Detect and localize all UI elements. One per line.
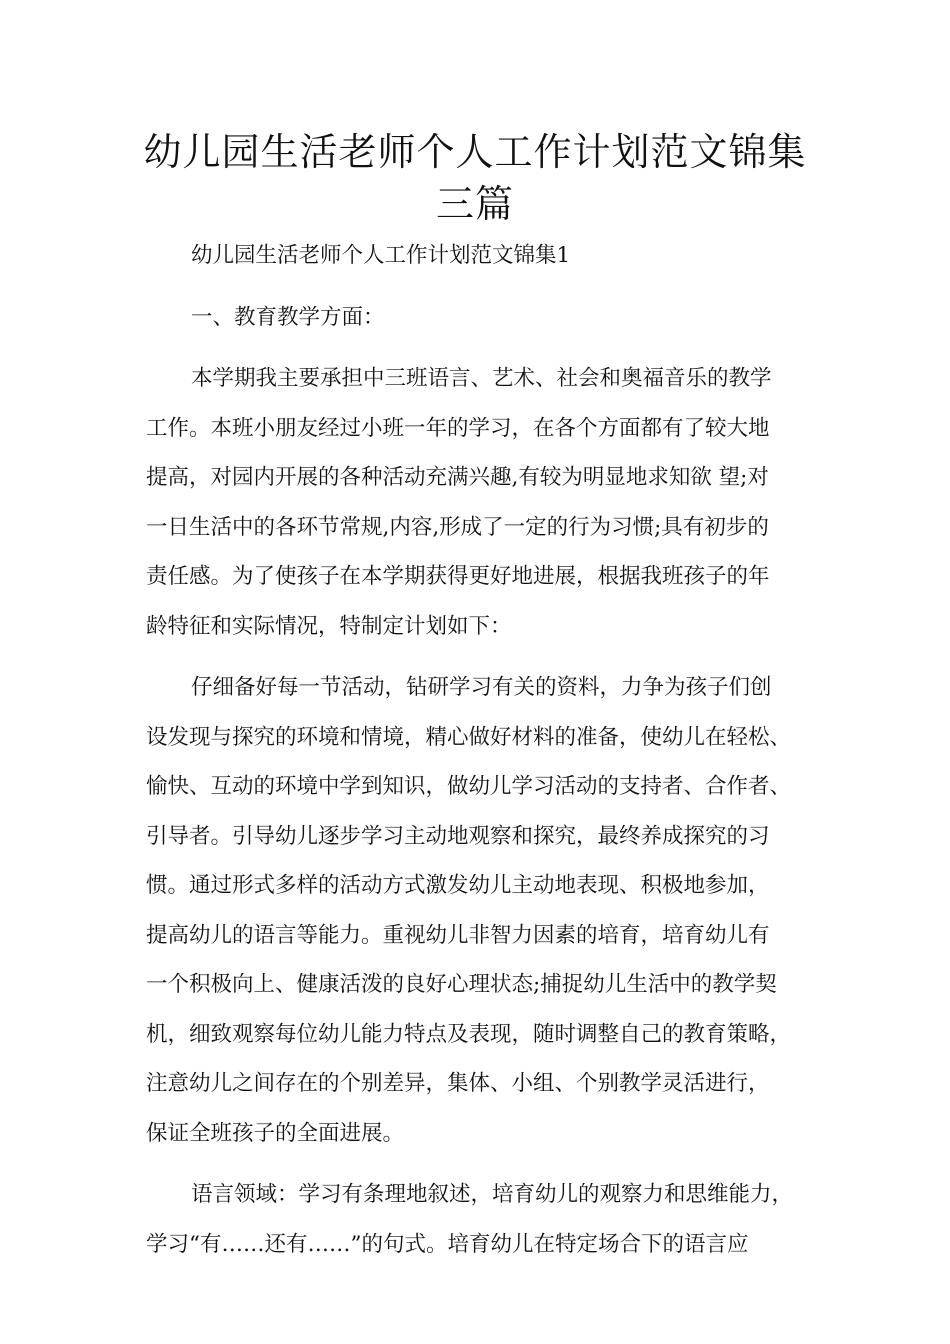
paragraph-line: 引导者。引导幼儿逐步学习主动地观察和探究，最终养成探究的习: [146, 823, 770, 849]
paragraph-line: 一个积极向上、健康活泼的良好心理状态;捕捉幼儿生活中的教学契: [146, 972, 777, 997]
paragraph-line: 保证全班孩子的全面进展。: [146, 1120, 405, 1146]
paragraph-2: [146, 663, 836, 1158]
section-heading: [146, 293, 836, 343]
paragraph-3: [146, 1170, 836, 1269]
paragraph-line: 提高，对园内开展的各种活动充满兴趣,有较为明显地求知欲 望;对: [146, 465, 769, 490]
paragraph-line: 设发现与探究的环境和情境，精心做好材料的准备，使幼儿在轻松、: [146, 724, 792, 750]
paragraph-line: 注意幼儿之间存在的个别差异，集体、小组、个别教学灵活进行，: [146, 1071, 770, 1096]
subtitle-text: 幼儿园生活老师个人工作计划范文锦集1: [191, 243, 571, 268]
title-line-1: 幼儿园生活老师个人工作计划范文锦集: [143, 130, 807, 174]
section-heading-text: 一、教育教学方面：: [191, 304, 385, 330]
paragraph-line: 语言领域：学习有条理地叙述，培育幼儿的观察力和思维能力，: [191, 1182, 794, 1207]
subtitle: [146, 231, 836, 281]
document-body: [146, 231, 836, 1281]
document-title: [120, 126, 830, 230]
paragraph-line: 惯。通过形式多样的活动方式激发幼儿主动地表现、积极地参加，: [146, 873, 770, 898]
title-line-2: 三篇: [435, 182, 514, 226]
paragraph-line: 一日生活中的各环节常规,内容,形成了一定的行为习惯;具有初步的: [146, 514, 769, 540]
paragraph-line: 龄特征和实际情况，特制定计划如下：: [146, 613, 512, 639]
paragraph-line: 本学期我主要承担中三班语言、艺术、社会和奥福音乐的教学: [191, 366, 772, 391]
paragraph-1: [146, 354, 836, 651]
paragraph-line: 责任感。为了使孩子在本学期获得更好地进展，根据我班孩子的年: [146, 564, 770, 589]
paragraph-line: 提高幼儿的语言等能力。重视幼儿非智力因素的培育，培育幼儿有: [146, 922, 770, 948]
paragraph-line: 学习“有……还有……”的句式。培育幼儿在特定场合下的语言应: [146, 1231, 749, 1257]
paragraph-line: 工作。本班小朋友经过小班一年的学习，在各个方面都有了较大地: [146, 415, 770, 441]
paragraph-line: 愉快、互动的环境中学到知识，做幼儿学习活动的支持者、合作者、: [146, 774, 792, 799]
paragraph-line: 仔细备好每一节活动，钻研学习有关的资料，力争为孩子们创: [191, 675, 772, 700]
paragraph-line: 机，细致观察每位幼儿能力特点及表现，随时调整自己的教育策略，: [146, 1021, 792, 1047]
